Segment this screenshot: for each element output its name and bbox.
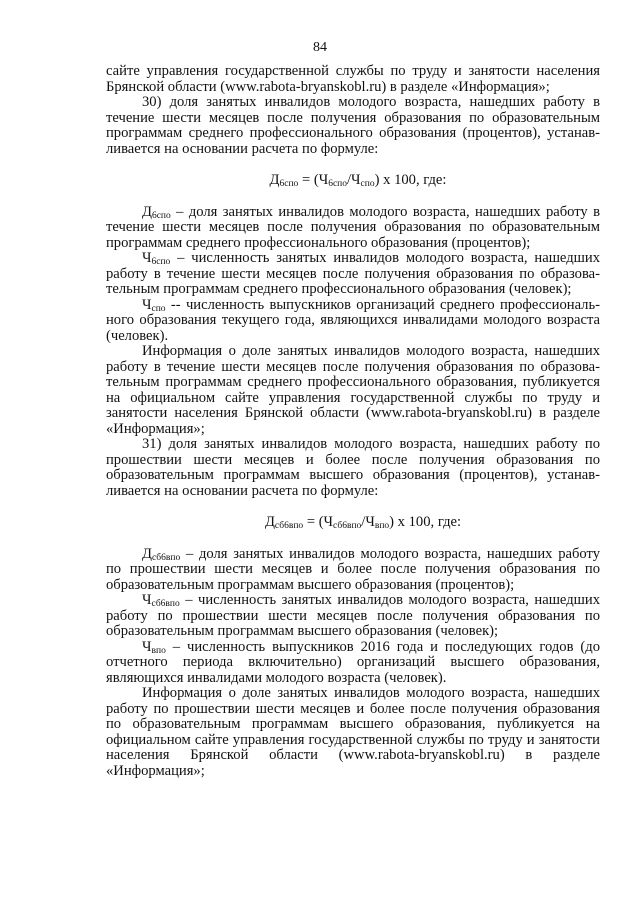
definition-chvpo: $Ч_{впо}$ – численность выпускников 2016 года и последующих годов (до отчетного периода включительно) организаций высшего образования, являющихся инвалидами молодого возраста (человек).: [106, 638, 600, 686]
definition-ch6spo: $Ч_{6спо}$ – численность занятых инвалидов молодого возраста, нашедших работу в течение шести месяцев после получения образования по образовательным программам среднего профессионального образования (человек);: [106, 250, 600, 297]
paragraph-item-30: 30) доля занятых инвалидов молодого возраста, нашедших работу в течение шести месяцев после получения образования по образовательным программам среднего профессионального образования (процентов), устанавливается на основании расчета по формуле:: [106, 94, 600, 157]
paragraph-information-spo: Информация о доле занятых инвалидов молодого возраста, нашедших работу в течение шести месяцев после получения образования по образовательным программам среднего профессионального образования, публикуется на официальном сайте управления государственной службы по труду и занятости населения Брянской области (www.rabota-bryanskobl.ru) в разделе «Информация»;: [106, 343, 600, 437]
document-body: [106, 64, 600, 779]
formula-d6spo: $Д_{6спо} = (Ч_{6спо}/Ч_{спо})$ x 100, где:: [269, 172, 447, 189]
definition-d6spo: $Д_{6спо}$ – доля занятых инвалидов молодого возраста, нашедших работу в течение шести месяцев после получения образования по образовательным программам среднего профессионального образования (процентов);: [106, 203, 600, 251]
definition-dsb6vpo: $Д_{сб6впо}$ – доля занятых инвалидов молодого возраста, нашедших работу по прошествии шести месяцев и более после получения образования по образовательным программам высшего образования (процентов);: [106, 545, 600, 593]
formula-dsb6vpo: $Д_{сб6впо} = (Ч_{сб6впо}/Ч_{впо})$ x 100, где:: [264, 514, 462, 531]
paragraph-information-vpo: Информация о доле занятых инвалидов молодого возраста, нашедших работу по прошествии шести месяцев и более после получения образования по образовательным программам высшего образования, публикуется на официальном сайте управления государственной службы по труду и занятости населения Брянской области (www.rabota-bryanskobl.ru) в разделе «Информация»;: [106, 685, 600, 779]
page-number: 84: [313, 40, 327, 55]
definition-chsb6vpo: $Ч_{сб6впо}$ – численность занятых инвалидов молодого возраста, нашедших работу по прошествии шести месяцев после получения образования по образовательным программам высшего образования (человек);: [106, 592, 600, 639]
paragraph-continuation: сайте управления государственной службы по труду и занятости населения Брянской области (www.rabota-bryanskobl.ru) в разделе «Информация»;: [106, 63, 600, 95]
definition-chspo: $Ч_{спо}$ -- численность выпускников организаций среднего профессионального образования текущего года, являющихся инвалидами молодого возраста (человек).: [106, 296, 600, 344]
paragraph-item-31: 31) доля занятых инвалидов молодого возраста, нашедших работу по прошествии шести месяцев и более после получения образования по образовательным программам высшего образования (процентов), устанавливается на основании расчета по формуле:: [106, 436, 600, 499]
